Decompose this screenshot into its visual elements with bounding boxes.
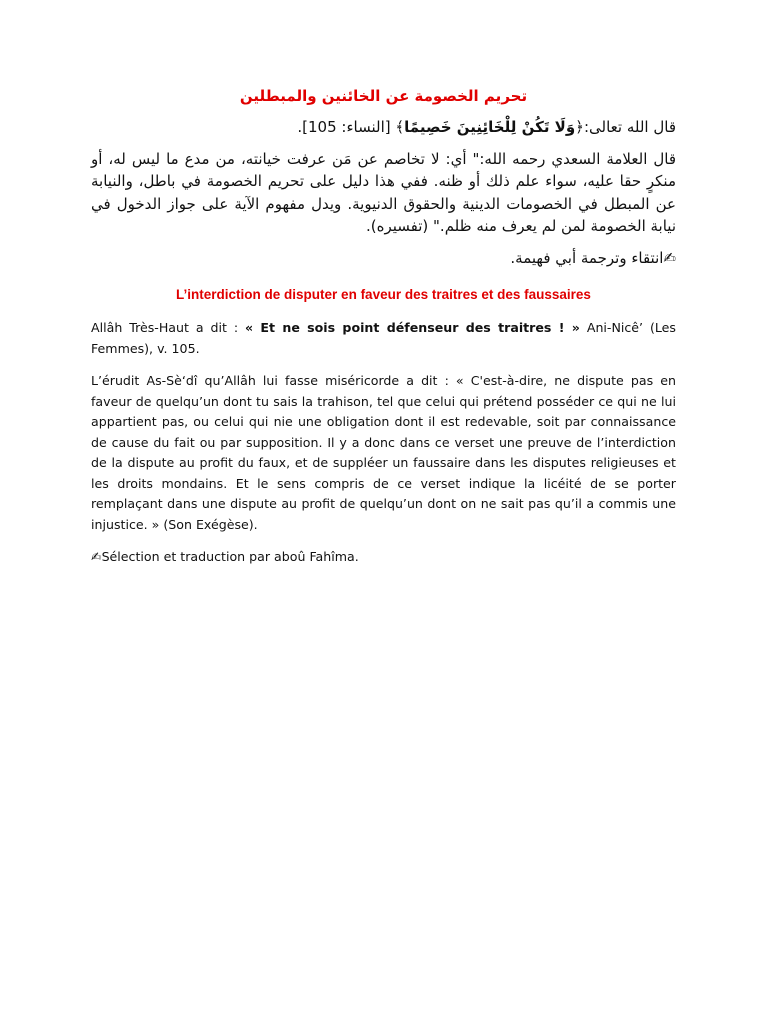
french-signature-text: Sélection et traduction par aboû Fahîma. <box>101 549 359 564</box>
arabic-verse-intro: قال الله تعالى: <box>583 118 676 136</box>
arabic-commentary: قال العلامة السعدي رحمه الله:" أي: لا تخاصم عن مَن عرفت خيانته، من مدع ما ليس له، أو منكرٍ حقا عليه، سواء علم ذلك أو ظنه. ففي هذا دليل على تحريم الخصومة في باطل، والنيابة عن المبطل في الخصومات الدينية والحقوق الدنيوية. ويدل مفهوم الآية على جواز الدخول في نيابة الخصومة لمن لم يعرف منه ظلم." (تفسيره). <box>91 149 676 235</box>
arabic-verse-text: وَلَا تَكُنْ لِلْخَائِنِينَ خَصِيمًا <box>404 118 576 136</box>
french-verse-paragraph <box>91 318 676 359</box>
arabic-signature <box>91 247 676 270</box>
french-verse-intro: Allâh Très-Haut a dit : <box>91 320 245 335</box>
writing-hand-icon: ✍ <box>663 248 676 267</box>
writing-hand-icon: ✍ <box>91 549 102 564</box>
arabic-verse-reference: [النساء: 105]. <box>297 118 391 136</box>
verse-close-bracket: ﴾ <box>395 118 405 136</box>
french-verse-text: « Et ne sois point défenseur des traitres ! » <box>245 320 580 335</box>
arabic-signature-text: انتقاء وترجمة أبي فهيمة. <box>510 248 664 267</box>
document-page <box>91 84 676 580</box>
arabic-title: تحريم الخصومة عن الخائنين والمبطلين <box>239 87 528 105</box>
french-title: L’interdiction de disputer en faveur des traitres et des faussaires <box>176 287 591 302</box>
verse-open-bracket: ﴿ <box>575 118 584 136</box>
french-signature <box>91 547 676 568</box>
french-verse-reference: Ani-Nicê’ (Les Femmes), v. 105. <box>91 320 676 356</box>
french-commentary: L’érudit As-Sè‘dî qu’Allâh lui fasse miséricorde a dit : « C'est-à-dire, ne dispute pas en faveur de quelqu’un dont tu sais la trahison, tel que celui qui prétend posséder ce qui ne lui appartient pas, ou celui qui nie une obligation dont il est redevable, soit par connaissance de cause du fait ou par supposition. Il y a donc dans ce verset une preuve de l’interdiction de la dispute au profit du faux, et de suppléer un faussaire dans les disputes religieuses et les droits mondains. Et le sens compris de ce verset indique la licéité de se porter remplaçant dans une dispute au profit de quelqu’un dont on ne sait pas qu’il a commis une injustice. » (Son Exégèse). <box>91 373 676 532</box>
arabic-verse-paragraph <box>91 116 676 139</box>
